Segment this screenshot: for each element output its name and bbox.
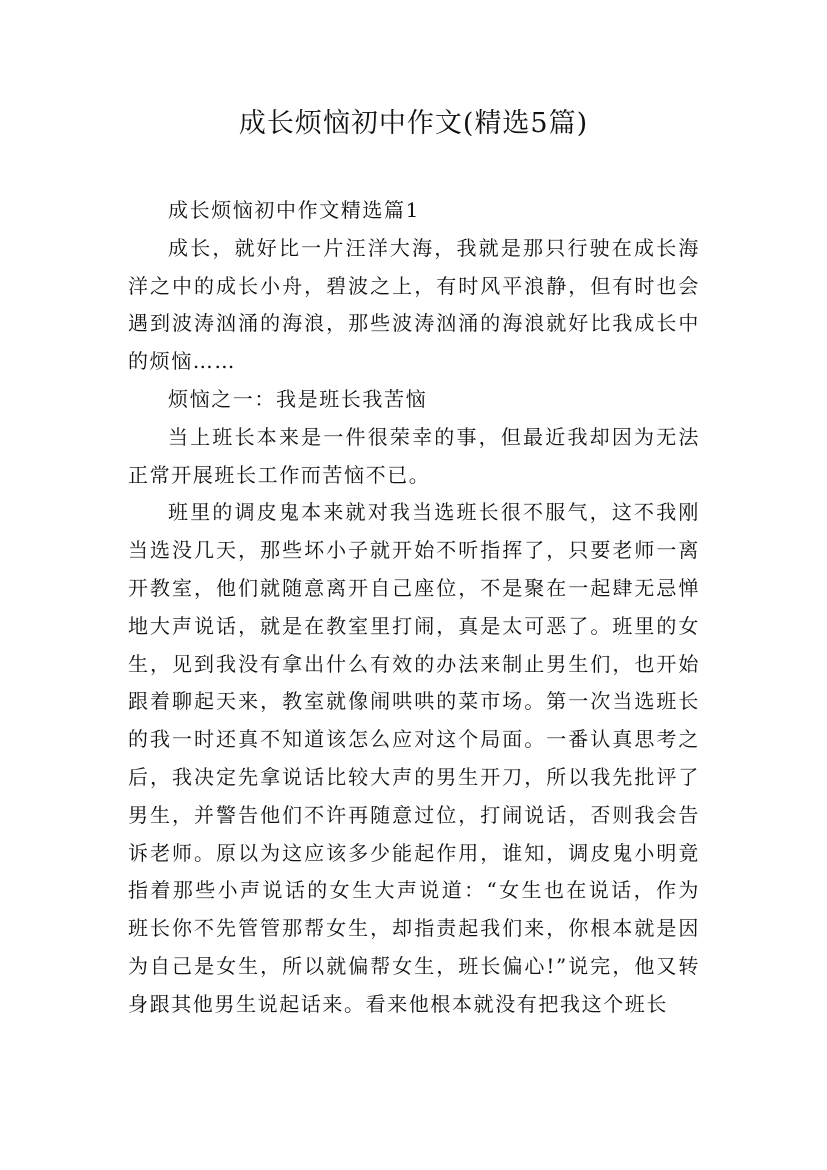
paragraph: 当上班长本来是一件很荣幸的事，但最近我却因为无法正常开展班长工作而苦恼不已。: [128, 424, 700, 487]
paragraph: 班里的调皮鬼本来就对我当选班长很不服气，这不我刚当选没几天，那些坏小子就开始不听指挥了，只要老师一离开教室，他们就随意离开自己座位，不是聚在一起肆无忌惮地大声说话，就是在教室里打闹，真是太可恶了。班里的女生，见到我没有拿出什么有效的办法来制止男生们，也开始跟着聊起天来，教室就像闹哄哄的菜市场。第一次当选班长的我一时还真不知道该怎么应对这个局面。一番认真思考之后，我决定先拿说话比较大声的男生开刀，所以我先批评了男生，并警告他们不许再随意过位，打闹说话，否则我会告诉老师。原以为这应该多少能起作用，谁知，调皮鬼小明竟指着那些小声说话的女生大声说道：“女生也在说话，作为班长你不先管管那帮女生，却指责起我们来，你根本就是因为自己是女生，所以就偏帮女生，班长偏心!”说完，他又转身跟其他男生说起话来。看来他根本就没有把我这个班长: [128, 500, 700, 1016]
subsection-heading: 烦恼之一：我是班长我苦恼: [168, 386, 428, 411]
document-title: 成长烦恼初中作文(精选5篇): [238, 108, 589, 139]
section-heading: 成长烦恼初中作文精选篇1: [168, 198, 420, 222]
document-body: [128, 192, 700, 1024]
paragraph-intro: 成长，就好比一片汪洋大海，我就是那只行驶在成长海洋之中的成长小舟，碧波之上，有时风平浪静，但有时也会遇到波涛汹涌的海浪，那些波涛汹涌的海浪就好比我成长中的烦恼……: [128, 235, 700, 374]
